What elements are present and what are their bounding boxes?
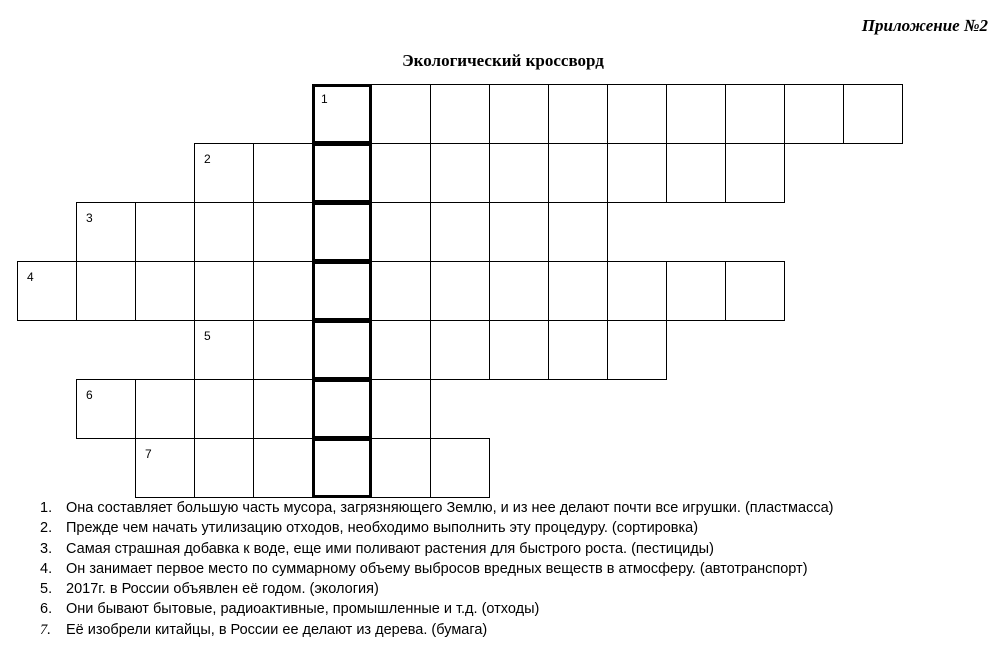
crossword-cell[interactable] [76,261,136,321]
crossword-cell[interactable] [725,261,785,321]
cell-number: 3 [86,211,93,225]
crossword-cell[interactable] [371,202,431,262]
clue-text: Самая страшная добавка к воде, еще ими поливают растения для быстрого роста. (пестициды) [66,540,714,557]
cell-number: 6 [86,388,93,402]
crossword-cell[interactable] [489,143,549,203]
crossword-cell[interactable] [194,143,254,203]
crossword-cell[interactable] [725,143,785,203]
cell-number: 5 [204,329,211,343]
crossword-cell[interactable] [430,320,490,380]
crossword-cell[interactable] [371,379,431,439]
clue-number: 4. [40,560,53,577]
key-cell[interactable] [312,202,372,262]
clue-item [26,559,834,579]
crossword-cell[interactable] [135,202,195,262]
crossword-cell[interactable] [194,379,254,439]
crossword-cell[interactable] [430,84,490,144]
key-cell[interactable] [312,438,372,498]
clue-text: Он занимает первое место по суммарному объему выбросов вредных веществ в атмосферу. (автотранспорт) [66,560,808,577]
crossword-cell[interactable] [607,261,667,321]
key-cell[interactable] [312,261,372,321]
crossword-cell[interactable] [371,438,431,498]
crossword-cell[interactable] [843,84,903,144]
crossword-cell[interactable] [76,202,136,262]
crossword-cell[interactable] [194,202,254,262]
crossword-cell[interactable] [253,202,313,262]
crossword-cell[interactable] [135,261,195,321]
crossword-cell[interactable] [607,143,667,203]
crossword-cell[interactable] [430,202,490,262]
crossword-cell[interactable] [489,202,549,262]
crossword-cell[interactable] [548,320,608,380]
crossword-cell[interactable] [194,261,254,321]
crossword-cell[interactable] [548,143,608,203]
key-cell[interactable] [312,143,372,203]
crossword-cell[interactable] [17,261,77,321]
clue-text: Прежде чем начать утилизацию отходов, необходимо выполнить эту процедуру. (сортировка) [66,520,699,537]
crossword-cell[interactable] [371,320,431,380]
crossword-cell[interactable] [430,438,490,498]
clue-number: 5. [40,581,53,598]
cell-number: 2 [204,152,211,166]
clue-item [26,599,834,619]
crossword-cell[interactable] [253,320,313,380]
clue-text: Они бывают бытовые, радиоактивные, промышленные и т.д. (отходы) [66,601,540,618]
appendix-label: Приложение №2 [861,16,988,35]
cell-number: 1 [321,92,328,106]
clue-number: 7. [40,621,51,638]
clue-text: Её изобрели китайцы, в России ее делают из дерева. (бумага) [66,621,488,638]
clue-list [26,498,834,640]
key-cell[interactable] [312,379,372,439]
crossword-cell[interactable] [548,84,608,144]
cell-number: 4 [27,270,34,284]
crossword-cell[interactable] [666,261,726,321]
crossword-cell[interactable] [371,84,431,144]
crossword-cell[interactable] [253,379,313,439]
crossword-cell[interactable] [548,202,608,262]
crossword-cell[interactable] [371,261,431,321]
crossword-cell[interactable] [253,143,313,203]
crossword-cell[interactable] [371,143,431,203]
clue-number: 2. [40,520,53,537]
page-title: Экологический кроссворд [402,51,604,70]
crossword-cell[interactable] [430,261,490,321]
crossword-cell[interactable] [725,84,785,144]
clue-number: 1. [40,500,53,516]
crossword-cell[interactable] [253,261,313,321]
clue-text: Она составляет большую часть мусора, загрязняющего Землю, и из нее делают почти все игрушки. (пластмасса) [66,500,834,516]
crossword-cell[interactable] [253,438,313,498]
crossword-cell[interactable] [666,84,726,144]
crossword-cell[interactable] [548,261,608,321]
key-cell[interactable] [312,320,372,380]
crossword-cell[interactable] [784,84,844,144]
clue-item [26,539,834,559]
key-cell[interactable] [312,84,372,144]
crossword-cell[interactable] [607,84,667,144]
crossword-cell[interactable] [135,438,195,498]
crossword-cell[interactable] [489,320,549,380]
crossword-cell[interactable] [135,379,195,439]
clue-number: 3. [40,540,53,557]
crossword-cell[interactable] [666,143,726,203]
clue-item [26,518,834,538]
crossword-cell[interactable] [430,143,490,203]
clue-item [26,620,834,640]
cell-number: 7 [145,447,152,461]
crossword-cell[interactable] [489,84,549,144]
crossword-cell[interactable] [76,379,136,439]
crossword-cell[interactable] [607,320,667,380]
crossword-cell[interactable] [489,261,549,321]
clue-item [26,579,834,599]
crossword-cell[interactable] [194,320,254,380]
clue-item [26,498,834,518]
clue-text: 2017г. в России объявлен её годом. (экология) [66,581,379,598]
clue-number: 6. [40,601,53,618]
crossword-cell[interactable] [194,438,254,498]
